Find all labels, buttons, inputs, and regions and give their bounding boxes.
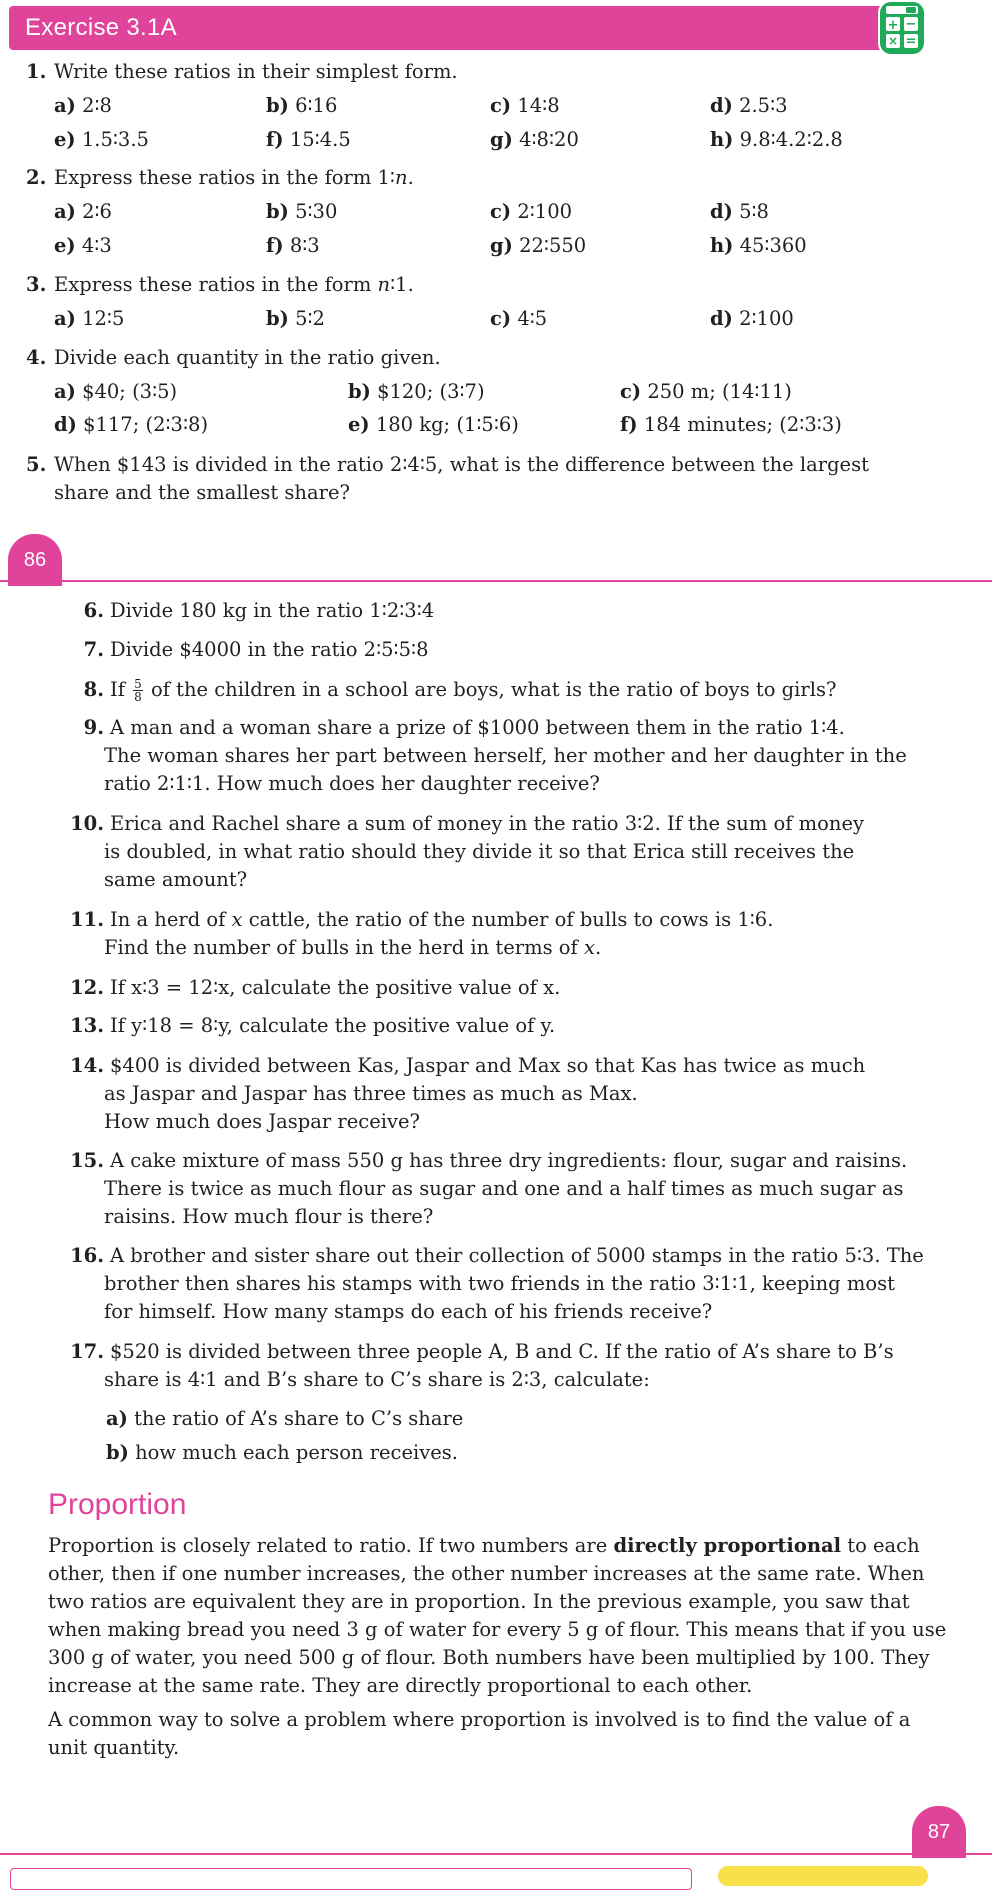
option-4c: c) 250 m; (14∶11): [620, 380, 792, 403]
option-1f: f) 15∶4.5: [266, 128, 351, 151]
option-2b: b) 5∶30: [266, 200, 338, 223]
option-3d: d) 2∶100: [710, 307, 794, 330]
option-2f: f) 8∶3: [266, 234, 320, 257]
fraction-five-eighths: $\frac{5}{8}$: [134, 677, 142, 704]
question-1: 1. Write these ratios in their simplest form.: [26, 60, 458, 83]
page-number-86: 86: [8, 534, 62, 586]
question-17: 17. $520 is divided between three people A, B and C. If the ratio of A’s share to B’s share is 4∶1 and B’s share to C’s share is 2∶3, calculate:: [70, 1340, 894, 1391]
question-2: 2. Express these ratios in the form 1∶n.: [26, 166, 414, 189]
question-8: 8. If $\frac{5}{8}$ of the children in a school are boys, what is the ratio of boys to girls?: [83, 677, 837, 704]
question-13: 13. If y∶18 = 8∶y, calculate the positive value of y.: [70, 1014, 556, 1037]
page-number-87: 87: [912, 1806, 966, 1858]
option-1b: b) 6∶16: [266, 94, 338, 117]
option-1g: g) 4∶8∶20: [490, 128, 579, 151]
exercise-title: Exercise 3.1A: [25, 14, 177, 41]
option-2h: h) 45∶360: [710, 234, 807, 257]
question-14: 14. $400 is divided between Kas, Jaspar and Max so that Kas has twice as much as Jaspar and Jaspar has three times as much as Max. How much does Jaspar receive?: [70, 1054, 866, 1133]
question-16: 16. A brother and sister share out their collection of 5000 stamps in the ratio 5∶3. The brother then shares his stamps with two friends in the ratio 3∶1∶1, keeping most for himself. How many stamps do each of his friends receive?: [70, 1244, 924, 1323]
next-page-yellow-tab: [718, 1866, 928, 1886]
option-3a: a) 12∶5: [54, 307, 125, 330]
svg-text:+: +: [887, 18, 899, 33]
svg-text:×: ×: [887, 34, 899, 48]
question-10: 10. Erica and Rachel share a sum of money in the ratio 3∶2. If the sum of money is doubled, in what ratio should they divide it so that Erica still receives the same amount?: [70, 812, 865, 891]
section-heading-proportion: Proportion: [48, 1488, 187, 1521]
proportion-paragraph-1: Proportion is closely related to ratio. If two numbers are directly proportional to each other, then if one number increases, the other number increases at the same rate. When two ratios are equivalent they are in proportion. In the previous example, you saw that when making bread you need 3 g of water for every 5 g of flour. This means that if you use 300 g of water, you need 500 g of flour. Both numbers have been multiplied by 100. They increase at the same rate. They are directly proportional to each other.: [48, 1534, 947, 1697]
option-1a: a) 2∶8: [54, 94, 112, 117]
calculator-icon: [878, 0, 926, 56]
question-5: 5. When $143 is divided in the ratio 2∶4∶5, what is the difference between the largest share and the smallest share?: [26, 453, 869, 504]
option-1d: d) 2.5∶3: [710, 94, 788, 117]
option-2d: d) 5∶8: [710, 200, 769, 223]
option-4b: b) $120; (3∶7): [348, 380, 485, 403]
next-page-box-outline: [10, 1868, 692, 1890]
option-2a: a) 2∶6: [54, 200, 112, 223]
option-4a: a) $40; (3∶5): [54, 380, 178, 403]
exercise-banner: [9, 6, 905, 50]
option-2c: c) 2∶100: [490, 200, 573, 223]
option-3c: c) 4∶5: [490, 307, 548, 330]
option-1e: e) 1.5∶3.5: [54, 128, 149, 151]
page-divider-bottom: [0, 1853, 992, 1855]
option-4e: e) 180 kg; (1∶5∶6): [348, 413, 519, 436]
option-2g: g) 22∶550: [490, 234, 587, 257]
svg-text:=: =: [905, 34, 917, 49]
question-15: 15. A cake mixture of mass 550 g has three dry ingredients: flour, sugar and raisins. There is twice as much flour as sugar and one and a half times as much sugar as raisins. How much flour is there?: [70, 1149, 908, 1228]
option-4d: d) $117; (2∶3∶8): [54, 413, 209, 436]
option-3b: b) 5∶2: [266, 307, 325, 330]
proportion-paragraph-2: A common way to solve a problem where proportion is involved is to find the value of a unit quantity.: [48, 1708, 911, 1759]
question-9: 9. A man and a woman share a prize of $1000 between them in the ratio 1∶4. The woman shares her part between herself, her mother and her daughter in the ratio 2∶1∶1. How much does her daughter receive?: [83, 716, 907, 795]
question-12: 12. If x∶3 = 12∶x, calculate the positive value of x.: [70, 976, 561, 999]
option-1h: h) 9.8∶4.2∶2.8: [710, 128, 843, 151]
option-1c: c) 14∶8: [490, 94, 560, 117]
option-17b: b) how much each person receives.: [106, 1441, 459, 1464]
question-11: 11. In a herd of x cattle, the ratio of the number of bulls to cows is 1∶6. Find the number of bulls in the herd in terms of x.: [70, 908, 774, 959]
question-4: 4. Divide each quantity in the ratio given.: [26, 346, 441, 369]
option-4f: f) 184 minutes; (2∶3∶3): [620, 413, 842, 436]
question-3: 3. Express these ratios in the form n∶1.: [26, 273, 414, 296]
svg-text:−: −: [905, 17, 917, 32]
question-7: 7. Divide $4000 in the ratio 2∶5∶5∶8: [83, 638, 429, 661]
page-divider: [0, 580, 992, 582]
option-17a: a) the ratio of A’s share to C’s share: [106, 1407, 464, 1430]
question-6: 6. Divide 180 kg in the ratio 1∶2∶3∶4: [83, 599, 435, 622]
option-2e: e) 4∶3: [54, 234, 112, 257]
